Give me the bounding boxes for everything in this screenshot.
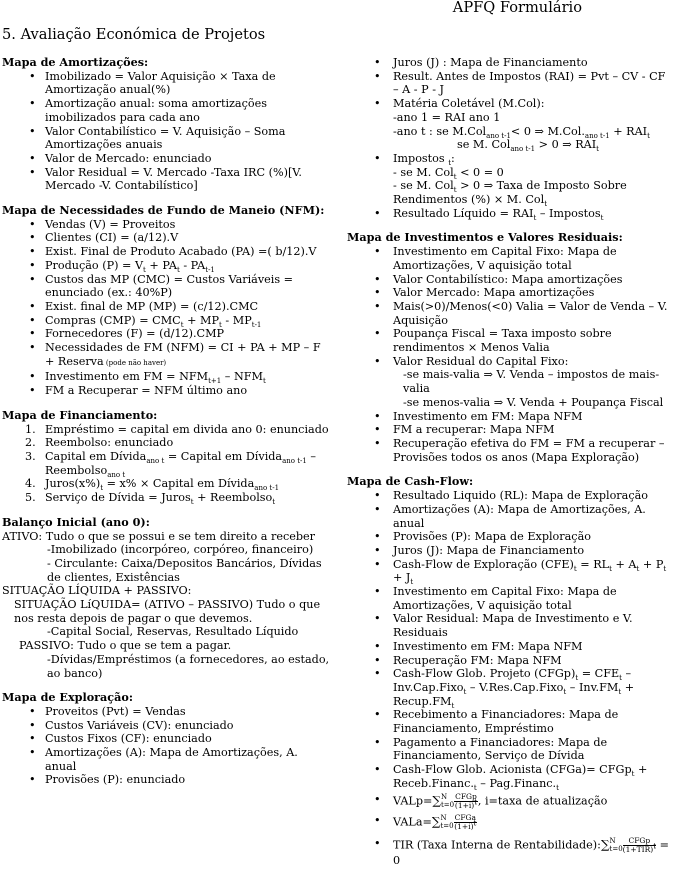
- item-text: Reembolso: enunciado: [45, 436, 174, 450]
- formula-text: + J: [393, 571, 411, 585]
- formula-text: Resultado Líquido = RAI: [393, 206, 534, 220]
- formula-text: – V.Res.Cap.Fixo: [466, 680, 564, 694]
- subscript: ano t-1: [254, 484, 280, 493]
- residual-line: -se mais-valia ⇒ V. Venda – impostos de mais-valia: [403, 368, 660, 396]
- numerator: CFGp: [623, 837, 656, 846]
- list-item: • Valor Contabilístico: Mapa amortizações: [347, 273, 673, 287]
- formula-text: - MP: [221, 313, 252, 327]
- list-item: • Amortizações (A): Mapa de Amortizações, A. anual: [347, 503, 673, 530]
- exploracao-heading: Mapa de Exploração:: [2, 690, 133, 705]
- materia-line: [393, 138, 673, 152]
- subscript: ano t: [146, 457, 165, 466]
- list-item: [347, 763, 673, 793]
- item-number: 2.: [25, 436, 36, 450]
- list-item: • Recuperação FM: Mapa NFM: [347, 654, 673, 668]
- sum-symbol: ∑: [432, 793, 441, 808]
- impostos-title: [393, 152, 673, 166]
- list-item: • Valor Contabilístico = V. Aquisição – Soma Amortizações anuais: [2, 125, 332, 152]
- subscript: t: [410, 578, 414, 587]
- formula-text: + P: [639, 557, 664, 571]
- sum-upper: N: [440, 814, 447, 823]
- subscript: ano t-1: [282, 457, 307, 466]
- formula-text: – Impostos: [536, 206, 601, 220]
- formula-text: TIR (Taxa Interna de Rentabilidade):: [393, 838, 601, 852]
- balanco-line: PASSIVO: Tudo o que se tem a pagar.: [19, 639, 232, 653]
- subscript: t: [453, 186, 457, 195]
- item-text: Empréstimo = capital em divida ano 0: enunciado: [45, 422, 329, 436]
- list-item: [2, 259, 332, 273]
- formula-text: = 0: [393, 838, 669, 867]
- page-title: APFQ Formulário: [452, 0, 582, 16]
- residual-line: -se menos-valia ⇒ V. Venda + Poupança Fiscal: [403, 395, 664, 409]
- formula-text: Investimento em FM = NFM: [45, 370, 209, 384]
- formula-text: + MP: [183, 313, 220, 327]
- formula-text: VALp=: [393, 794, 433, 808]
- formula-text: Cash-Flow de Exploração (CFE): [393, 557, 574, 571]
- list-item: [347, 793, 673, 810]
- subscript: t-1: [205, 266, 215, 275]
- subscript: t: [631, 770, 635, 779]
- formula-text: > 0 ⇒ RAI: [535, 138, 597, 152]
- formula-text: + Recup.FM: [393, 680, 635, 708]
- formula-text: = RL: [576, 557, 610, 571]
- formula-text: - PA: [179, 258, 206, 272]
- exploracao-continued-list: [347, 56, 673, 220]
- amortizacoes-heading: Mapa de Amortizações:: [2, 55, 149, 69]
- subscript: t: [219, 320, 222, 329]
- subscript: t: [190, 498, 194, 507]
- investimentos-heading: Mapa de Investimentos e Valores Residuais:: [347, 230, 623, 245]
- balanco-heading: Balanço Inicial (ano 0):: [2, 514, 150, 529]
- formula-text: VALa=: [393, 815, 432, 829]
- subscript: t: [619, 674, 622, 683]
- left-column: [2, 56, 332, 798]
- list-item: • Investimento em Capital Fixo: Mapa de Amortizações, V aquisição total: [347, 245, 673, 272]
- list-item: • FM a recuperar: Mapa NFM: [347, 423, 673, 437]
- list-item: [2, 370, 332, 384]
- amortizacoes-list: [2, 70, 332, 193]
- formula-text: Impostos: [393, 151, 445, 165]
- formula-text: Compras (CMP) = CMC: [45, 313, 181, 327]
- subscript: t: [596, 145, 599, 154]
- list-item: [2, 477, 332, 491]
- list-item: • Fornecedores (F) = (d/12).CMP: [2, 327, 332, 341]
- small-note: (pode não haver): [103, 358, 167, 367]
- list-item: • Investimento em Capital Fixo: Mapa de Amortizações, V aquisição total: [347, 585, 673, 612]
- subscript: t: [143, 266, 146, 275]
- subscript: t: [262, 377, 266, 386]
- list-item: [2, 491, 332, 505]
- subscript: t: [556, 784, 559, 793]
- denominator-text: (1+i): [454, 800, 475, 810]
- balanco-section: [2, 516, 332, 680]
- subscript: t: [180, 320, 184, 329]
- subscript: t: [563, 688, 567, 697]
- list-item: • Custos Fixos (CF): enunciado: [2, 732, 332, 746]
- cashflow-heading: Mapa de Cash-Flow:: [347, 474, 474, 489]
- superscript: t: [473, 819, 477, 828]
- list-item: • Juros (J): Mapa de Financiamento: [347, 544, 673, 558]
- list-item: • Proveitos (Pvt) = Vendas: [2, 705, 332, 719]
- list-item: • Custos Variáveis (CV): enunciado: [2, 719, 332, 733]
- item-number: 1.: [25, 422, 36, 436]
- subscript: t: [600, 213, 604, 222]
- subscript: t+1: [208, 377, 222, 386]
- formula-text: se M. Col: [457, 138, 511, 152]
- formula-text: = CFE: [578, 667, 620, 681]
- formula-text: + PA: [145, 258, 177, 272]
- financiamento-section: [2, 409, 332, 505]
- nfm-heading: Mapa de Necessidades de Fundo de Maneio (NFM):: [2, 203, 325, 218]
- list-item: • Resultado Liquido (RL): Mapa de Exploração: [347, 489, 673, 503]
- subscript: t: [448, 159, 452, 168]
- list-item: • Vendas (V) = Proveitos: [2, 218, 332, 232]
- formula-text: , i=taxa de atualização: [477, 794, 608, 808]
- subscript: t: [609, 564, 612, 573]
- formula-text: -ano t : se M.Col: [393, 124, 487, 138]
- list-item: • Valor de Mercado: enunciado: [2, 152, 332, 166]
- sum-upper: N: [609, 837, 616, 846]
- impostos-line: [393, 166, 673, 180]
- subscript: t: [575, 674, 579, 683]
- list-item: [347, 837, 673, 868]
- formula-text: Juros(x%): [45, 477, 101, 491]
- sum-lower: t=0: [609, 845, 623, 854]
- materia-line: [393, 125, 673, 139]
- formula-text: + RAI: [609, 124, 648, 138]
- formula-text: < 0 ⇒ M.Col.: [510, 124, 585, 138]
- balanco-line: - Circulante: Caixa/Depositos Bancários, Dívidas de clientes, Existências: [47, 556, 322, 584]
- formula-text: > 0 ⇒ Taxa de Imposto Sobre Rendimentos (%) × M. Col: [393, 179, 627, 207]
- formula-text: :: [451, 151, 455, 165]
- sum-lower: t=0: [440, 801, 455, 810]
- balanco-line: -Imobilizado (incorpóreo, corpóreo, financeiro): [47, 543, 314, 557]
- list-item: • Custos das MP (CMC) = Custos Variáveis = enunciado (ex.: 40%P): [2, 273, 332, 300]
- subscript: t: [100, 484, 104, 493]
- nfm-list: [2, 218, 332, 398]
- list-item: • Investimento em FM: Mapa NFM: [347, 410, 673, 424]
- formula-text: Cash-Flow Glob. Projeto (CFGp): [393, 667, 576, 681]
- list-item: [347, 558, 673, 585]
- formula-text: – Pag.Financ.: [476, 776, 557, 790]
- list-item: • Pagamento a Financiadores: Mapa de Financiamento, Serviço de Dívida: [347, 736, 673, 763]
- list-item: • Exist. Final de Produto Acabado (PA) =( b/12).V: [2, 245, 332, 259]
- denominator-text: (1+i): [454, 821, 474, 831]
- list-item: [347, 814, 673, 831]
- list-item: [2, 436, 332, 450]
- list-item: [347, 207, 673, 221]
- formula-text: Necessidades de FM (NFM) = CI + PA + MP – F + Reserva: [45, 341, 321, 368]
- list-item: • Valor Mercado: Mapa amortizações: [347, 286, 673, 300]
- cashflow-section: [347, 475, 673, 867]
- subscript: t: [176, 266, 180, 275]
- formula-text: = x% × Capital em Dívida: [103, 477, 255, 491]
- subscript: t: [544, 200, 548, 209]
- subscript: t-1: [251, 320, 262, 329]
- subscript: t: [272, 498, 276, 507]
- fraction: [623, 837, 656, 854]
- investimentos-list: [347, 245, 673, 464]
- materia-title: • Matéria Coletável (M.Col):: [393, 97, 545, 111]
- formula-text: – Reembolso: [45, 449, 317, 477]
- subscript: t: [463, 688, 467, 697]
- balanco-line: -Capital Social, Reservas, Resultado Líquido: [47, 625, 299, 639]
- exploracao-section: [2, 691, 332, 787]
- denominator-text: (1+TIR): [622, 844, 654, 854]
- list-item: • Mais(>0)/Menos(<0) Valia = Valor de Venda – V. Aquisição: [347, 300, 673, 327]
- formula-text: + Receb.Financ.: [393, 763, 648, 790]
- subscript: ano t: [107, 470, 126, 479]
- list-item: [2, 341, 332, 370]
- impostos-line: [393, 179, 673, 209]
- list-item: • Recuperação efetiva do FM = FM a recuperar – Provisões todos os anos (Mapa Exploração): [347, 437, 673, 464]
- formula-text: - se M. Col: [393, 179, 454, 193]
- list-item: • Valor Residual = V. Mercado -Taxa IRC (%)[V. Mercado -V. Contabilístico]: [2, 166, 332, 193]
- numerator: CFGa: [454, 812, 476, 822]
- cashflow-list: [347, 489, 673, 867]
- list-item: • Investimento em FM: Mapa NFM: [347, 640, 673, 654]
- list-item: [2, 423, 332, 437]
- list-item: • FM a Recuperar = NFM último ano: [2, 384, 332, 398]
- right-column: [347, 56, 673, 878]
- residual-title: • Valor Residual do Capital Fixo:: [393, 354, 569, 368]
- exploracao-continued-section: [347, 56, 673, 220]
- investimentos-section: [347, 231, 673, 464]
- balanco-line: ATIVO: Tudo o que se possui e se tem direito a receber: [2, 529, 315, 543]
- list-item: • Result. Antes de Impostos (RAI) = Pvt – CV - CF – A - P - J: [347, 70, 673, 97]
- item-number: 5.: [25, 491, 36, 505]
- subscript: t: [647, 131, 650, 140]
- amortizacoes-section: [2, 56, 332, 193]
- list-item: • Amortização anual: soma amortizações imobilizados para cada ano: [2, 97, 332, 124]
- subscript: t: [636, 564, 640, 573]
- denominator: [454, 798, 478, 810]
- list-item: • Poupança Fiscal = Taxa imposto sobre rendimentos × Menos Valia: [347, 327, 673, 354]
- formula-text: Produção (P) = V: [45, 258, 144, 272]
- formula-text: + A: [611, 557, 637, 571]
- list-item: • Juros (J) : Mapa de Financiamento: [347, 56, 673, 70]
- balanco-line: SITUAÇÃO LíQUIDA= (ATIVO – PASSIVO) Tudo o que nos resta depois de pagar o que devemos.: [14, 598, 321, 625]
- subscript: ano t-1: [584, 131, 610, 140]
- list-item: • Amortizações (A): Mapa de Amortizações, A. anual: [2, 746, 332, 773]
- subscript: t: [453, 172, 457, 181]
- numerator: CFGp: [455, 791, 477, 801]
- denominator: [454, 819, 477, 831]
- financiamento-heading: Mapa de Financiamento:: [2, 407, 158, 422]
- subscript: t: [663, 564, 667, 573]
- list-item: [347, 97, 673, 152]
- formula-text: + Reembolso: [193, 491, 273, 505]
- list-item: • Recebimento a Financiadores: Mapa de Financiamento, Empréstimo: [347, 708, 673, 735]
- formula-text: Capital em Dívida: [45, 449, 147, 463]
- subscript: t: [533, 213, 537, 222]
- formula-text: = Capital em Dívida: [164, 449, 283, 463]
- subscript: t: [573, 564, 577, 573]
- formula-text: - se M. Col: [393, 165, 454, 179]
- section-title: 5. Avaliação Económica de Projetos: [2, 26, 266, 43]
- subscript: t: [618, 688, 622, 697]
- sum-symbol: ∑: [600, 837, 610, 852]
- formula-text: Cash-Flow Glob. Acionista (CFGa)= CFGp: [393, 763, 632, 777]
- list-item: • Exist. final de MP (MP) = (c/12).CMC: [2, 300, 332, 314]
- list-item: • Provisões (P): enunciado: [2, 773, 332, 787]
- formula-text: – Inv.Cap.Fixo: [393, 667, 632, 694]
- formula-text: – Inv.FM: [566, 680, 619, 694]
- list-item: [347, 152, 673, 207]
- list-item: • Clientes (CI) = (a/12).V: [2, 231, 332, 245]
- subscript: ano t-1: [486, 131, 511, 140]
- exploracao-list: [2, 705, 332, 787]
- sum-upper: N: [440, 793, 448, 802]
- subscript: t: [451, 701, 455, 710]
- balanco-line: SITUAÇÃO LÍQUIDA + PASSIVO:: [2, 584, 192, 598]
- denominator: [622, 842, 657, 854]
- materia-line: -ano 1 = RAI ano 1: [393, 110, 501, 124]
- subscript: t: [473, 784, 477, 793]
- nfm-section: [2, 204, 332, 398]
- list-item: • Provisões (P): Mapa de Exploração: [347, 530, 673, 544]
- list-item: • Valor Residual: Mapa de Investimento e V. Residuais: [347, 612, 673, 639]
- formula-text: Serviço de Dívida = Juros: [45, 491, 191, 505]
- list-item: [2, 450, 332, 477]
- item-number: 4.: [25, 477, 36, 491]
- sum-symbol: ∑: [431, 814, 441, 829]
- list-item: • Imobilizado = Valor Aquisição × Taxa de Amortização anual(%): [2, 70, 332, 97]
- sum-lower: t=0: [440, 822, 454, 831]
- fraction: [454, 793, 478, 810]
- list-item: [347, 355, 673, 410]
- financiamento-list: [2, 423, 332, 505]
- item-number: 3.: [25, 449, 36, 463]
- fraction: [454, 814, 477, 831]
- formula-text: – NFM: [221, 370, 263, 384]
- superscript: t: [474, 798, 478, 807]
- list-item: [347, 667, 673, 708]
- superscript: t: [653, 842, 657, 851]
- list-item: [2, 314, 332, 328]
- subscript: ano t-1: [510, 145, 536, 154]
- formula-text: < 0 = 0: [456, 165, 504, 179]
- balanco-line: -Dívidas/Empréstimos (a fornecedores, ao estado, ao banco): [47, 652, 330, 680]
